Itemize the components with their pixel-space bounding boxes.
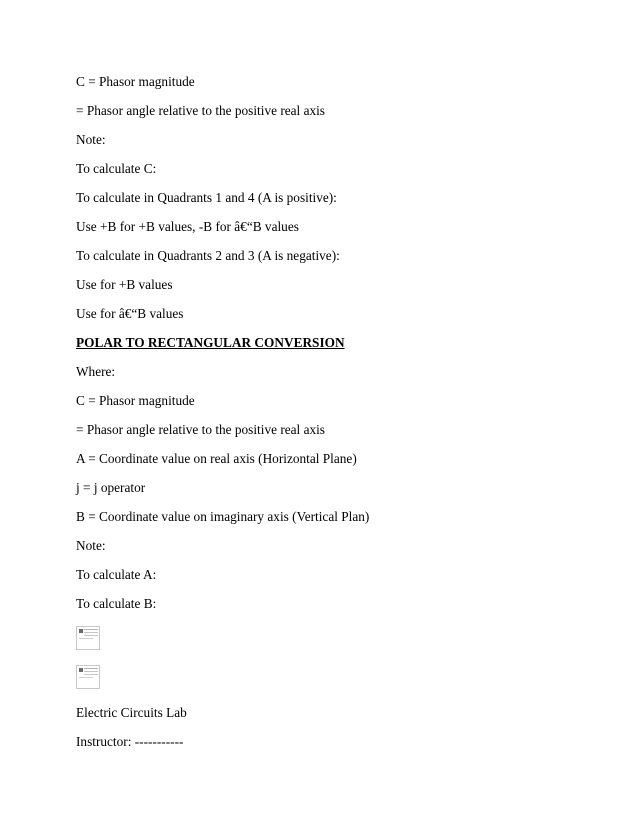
text-line: Where: <box>76 364 116 379</box>
text-line: j = j operator <box>76 480 146 495</box>
text-line: C = Phasor magnitude <box>76 393 195 408</box>
text-line: C = Phasor magnitude <box>76 74 195 89</box>
broken-image-text <box>84 668 98 669</box>
text-line: Note: <box>76 538 106 553</box>
text-line: B = Coordinate value on imaginary axis (Vertical Plan) <box>76 509 370 524</box>
text-line: Use for +B values <box>76 277 173 292</box>
text-line: To calculate in Quadrants 1 and 4 (A is positive): <box>76 190 337 205</box>
text-line: = Phasor angle relative to the positive real axis <box>76 422 325 437</box>
text-line: To calculate C: <box>76 161 157 176</box>
broken-image-glyph <box>79 629 83 633</box>
section-heading: POLAR TO RECTANGULAR CONVERSION <box>76 335 345 350</box>
text-line: A = Coordinate value on real axis (Horizontal Plane) <box>76 451 357 466</box>
text-line: Use for â€“B values <box>76 306 184 321</box>
text-line: To calculate B: <box>76 596 157 611</box>
text-line: To calculate A: <box>76 567 157 582</box>
text-line: Note: <box>76 132 106 147</box>
text-line: To calculate in Quadrants 2 and 3 (A is negative): <box>76 248 340 263</box>
text-line: Use +B for +B values, -B for â€“B values <box>76 219 299 234</box>
footer-lab-name: Electric Circuits Lab <box>76 705 187 720</box>
broken-image-icon <box>76 665 100 689</box>
broken-image-text <box>84 629 98 630</box>
footer-instructor: Instructor: ----------- <box>76 734 184 749</box>
text-line: = Phasor angle relative to the positive real axis <box>76 103 325 118</box>
broken-image-glyph <box>79 668 83 672</box>
broken-image-icon <box>76 626 100 650</box>
